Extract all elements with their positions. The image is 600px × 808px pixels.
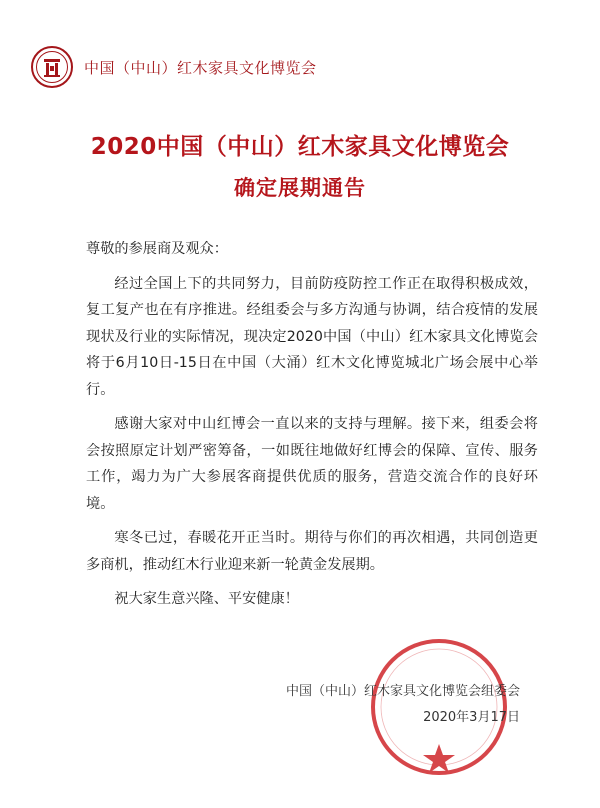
paragraph-2: 感谢大家对中山红博会一直以来的支持与理解。接下来，组委会将会按照原定计划严密筹备，一如既往地做好红博会的保障、宣传、服务工作，竭力为广大参展客商提供优质的服务，营造交流合作的良好环境。 (86, 416, 538, 512)
paragraph-4: 祝大家生意兴隆、平安健康！ (114, 591, 299, 607)
paragraph-3: 寒冬已过，春暖花开正当时。期待与你们的再次相遇，共同创造更多商机，推动红木行业迎来新一轮黄金发展期。 (86, 530, 538, 573)
salutation: 尊敬的参展商及观众： (86, 241, 228, 257)
header-org-name: 中国（中山）红木家具文化博览会 (84, 58, 317, 77)
paragraph-1: 经过全国上下的共同努力，目前防疫防控工作正在取得积极成效，复工复产也在有序推进。经组委会与多方沟通与协调，结合疫情的发展现状及行业的实际情况，现决定2020中国（中山）红木家具文化博览会将于6月10日-15日在中国（大涌）红木文化博览城北广场会展中心举行。 (86, 275, 538, 398)
page-header (30, 42, 317, 92)
signature: 中国（中山）红木家具文化博览会组委会 (285, 684, 520, 699)
fair-logo-icon (30, 45, 74, 89)
notice-body (86, 236, 538, 621)
notice-subtitle: 确定展期通告 (234, 176, 366, 200)
notice-title: 2020中国（中山）红木家具文化博览会 (90, 134, 510, 160)
notice-date: 2020年3月17日 (423, 710, 520, 725)
